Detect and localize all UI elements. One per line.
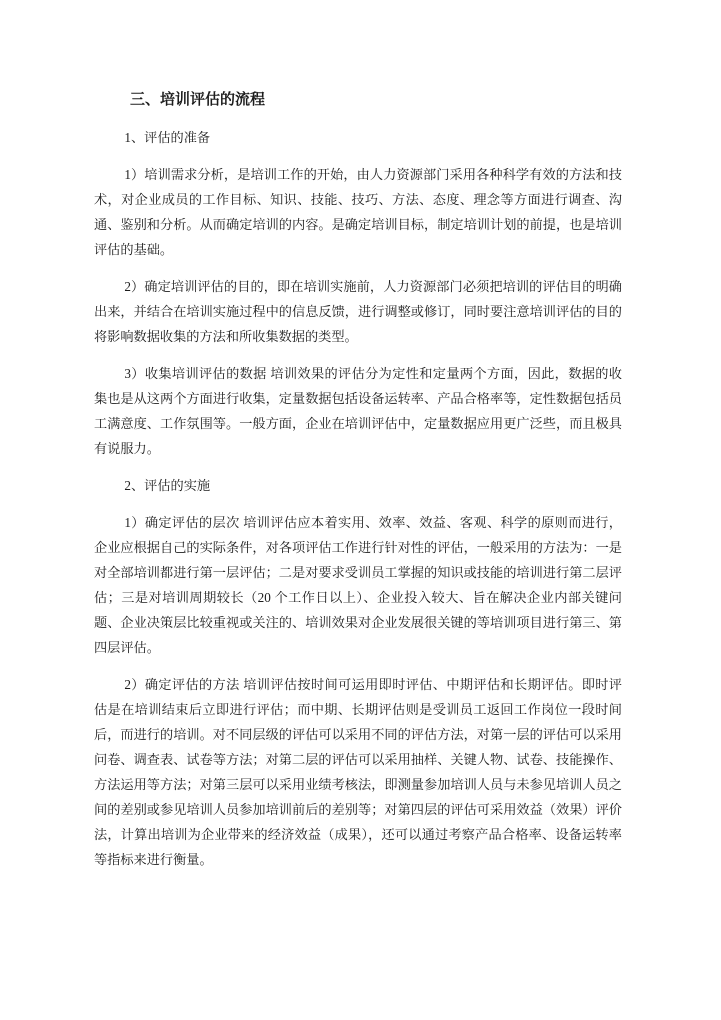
section-implementation-subheading: 2、评估的实施 [124, 478, 211, 493]
paragraph-training-needs-analysis: 1）培训需求分析，是培训工作的开始，由人力资源部门采用各种科学有效的方法和技术，对企业成员的工作目标、知识、技能、技巧、方法、态度、理念等方面进行调查、沟通、鉴别和分析。从而确定培训的内容。是确定培训目标，制定培训计划的前提，也是培训评估的基础。 [94, 167, 622, 257]
paragraph-evaluation-purpose: 2）确定培训评估的目的，即在培训实施前，人力资源部门必须把培训的评估目的明确出来，并结合在培训实施过程中的信息反馈，进行调整或修订，同时要注意培训评估的目的将影响数据收集的方法和所收集数据的类型。 [94, 279, 622, 344]
section-preparation-subheading: 1、评估的准备 [124, 130, 211, 145]
paragraph-evaluation-levels: 1）确定评估的层次 培训评估应本着实用、效率、效益、客观、科学的原则而进行，企业应根据自己的实际条件，对各项评估工作进行针对性的评估，一般采用的方法为：一是对全部培训都进行第一层评估；二是对要求受训员工掌握的知识或技能的培训进行第二层评估；三是对培训周期较长（20 个工作日以上）、企业投入较大、旨在解决企业内部关键问题、企业决策层比较重视或关注的、培训效果对企业发展很关键的等培训项目进行第三、第四层评估。 [94, 515, 622, 655]
paragraph-evaluation-methods: 2）确定评估的方法 培训评估按时间可运用即时评估、中期评估和长期评估。即时评估是在培训结束后立即进行评估；而中期、长期评估则是受训员工返回工作岗位一段时间后，而进行的培训。对不同层级的评估可以采用不同的评估方法，对第一层的评估可以采用问卷、调查表、试卷等方法；对第二层的评估可以采用抽样、关键人物、试卷、技能操作、方法运用等方法；对第三层可以采用业绩考核法，即测量参加培训人员与未参见培训人员之间的差别或参见培训人员参加培训前后的差别等；对第四层的评估可采用效益（效果）评价法，计算出培训为企业带来的经济效益（成果），还可以通过考察产品合格率、设备运转率等指标来进行衡量。 [94, 677, 622, 867]
document-heading: 三、培训评估的流程 [130, 92, 266, 108]
document-page [94, 88, 622, 872]
paragraph-data-collection: 3）收集培训评估的数据 培训效果的评估分为定性和定量两个方面，因此，数据的收集也是从这两个方面进行收集，定量数据包括设备运转率、产品合格率等，定性数据包括员工满意度、工作氛围等。一般方面，企业在培训评估中，定量数据应用更广泛些，而且极具有说服力。 [94, 366, 622, 456]
